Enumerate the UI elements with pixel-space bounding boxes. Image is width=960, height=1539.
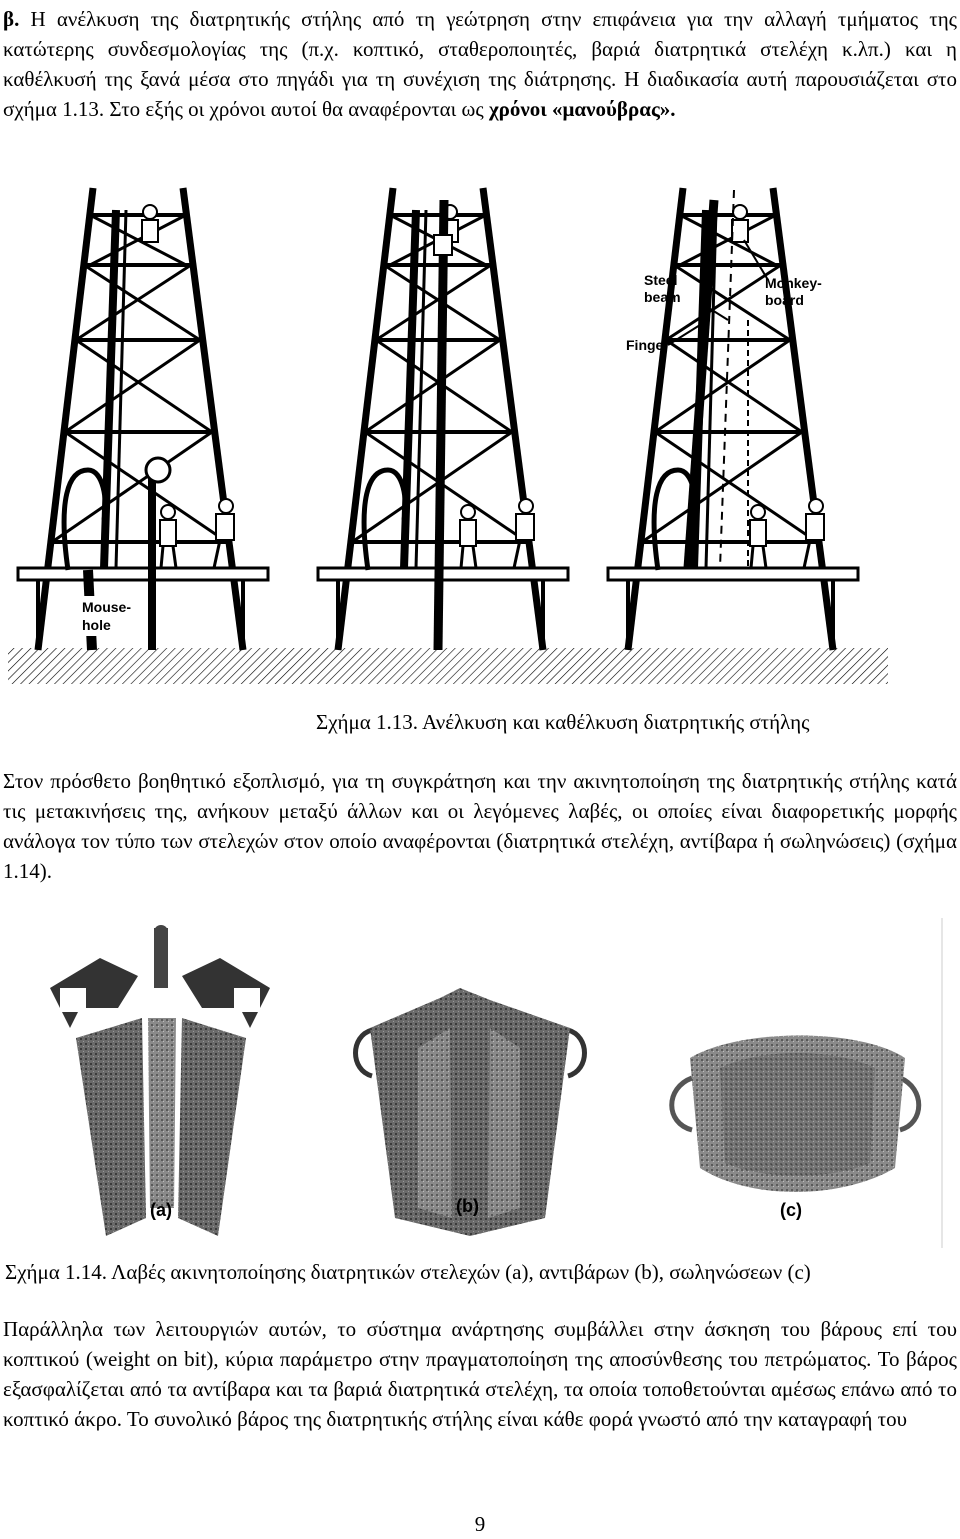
page-number: 9 (474, 1512, 486, 1536)
intro-text: Η ανέλκυση της διατρητικής στήλης από τη γεώτρηση στην επιφάνεια για την αλλαγή τμήματος της κατώτερης συνδεσμολογίας της (π.χ. κοπτικό, σταθεροποιητές, βαριά διατρητικά στελέχη κ.λπ.) και η καθέλκυσή της ξανά μέσα στο πηγάδι για τη συνέχιση της διάτρησης. Η διαδικασία αυτή παρουσιάζεται στο σχήμα 1.13. Στο εξής οι χρόνοι αυτοί θα αναφέρονται ως (3, 7, 957, 121)
label-c: (c) (780, 1200, 802, 1220)
figure-slips (20, 918, 944, 1248)
rig-panel-2 (318, 188, 568, 650)
label-board: board (765, 292, 804, 308)
rig-panel-3 (608, 188, 858, 650)
ground-hatching (8, 648, 888, 684)
figure-1-14-caption: Σχήμα 1.14. Λαβές ακινητοποίησης διατρητικών στελεχών (a), αντιβάρων (b), σωληνώσεων (c) (5, 1260, 811, 1284)
intro-paragraph (3, 4, 957, 124)
label-monkey: Monkey- (765, 275, 822, 291)
label-b: (b) (456, 1196, 479, 1216)
slips-paragraph: Στον πρόσθετο βοηθητικό εξοπλισμό, για τη συγκράτηση και την ακινητοποίηση της διατρητικής στήλης κατά τις μετακινήσεις της, ανήκουν μεταξύ άλλων και οι λεγόμενες λαβές, οι οποίες είναι διαφορετικής μορφής ανάλογα τον τύπο των στελεχών στον οποίο αναφέρονται (διατρητικά στελέχη, αντίβαρα ή σωληνώσεις) (σχήμα 1.14). (3, 769, 957, 883)
slips-drawing (20, 918, 944, 1248)
label-hole: hole (82, 617, 111, 633)
slips-a-image (50, 925, 270, 1236)
emphasis-text: χρόνοι «μανούβρας». (488, 97, 676, 121)
weight-on-bit-paragraph: Παράλληλα των λειτουργιών αυτών, το σύστημα ανάρτησης συμβάλλει στην άσκηση του βάρους επί του κοπτικού (weight on bit), κύρια παράμετρο στην πραγματοποίηση της αποσύνθεσης του πετρώματος. Το βάρος εξασφαλίζεται από τα αντίβαρα και τα βαριά διατρητικά στελέχη, τα οποία τοποθετούνται αμέσως επάνω από το κοπτικό άκρο. Το συνολικό βάρος της διατρητικής στήλης είναι κάθε φορά γνωστό από την καταγραφή του (3, 1317, 957, 1431)
rig-panel-1 (18, 188, 268, 650)
label-a: (a) (150, 1200, 172, 1220)
figure-1-13-caption: Σχήμα 1.13. Ανέλκυση και καθέλκυση διατρητικής στήλης (316, 710, 810, 734)
item-marker: β. (3, 7, 20, 31)
figure-rig-tripping (8, 170, 888, 686)
label-finger: Finger (626, 337, 669, 353)
label-mouse: Mouse- (82, 599, 131, 615)
rig-drawing (8, 170, 888, 686)
slips-c-image (672, 1036, 919, 1193)
label-beam: beam (644, 289, 681, 305)
label-steel: Steel (644, 272, 678, 288)
